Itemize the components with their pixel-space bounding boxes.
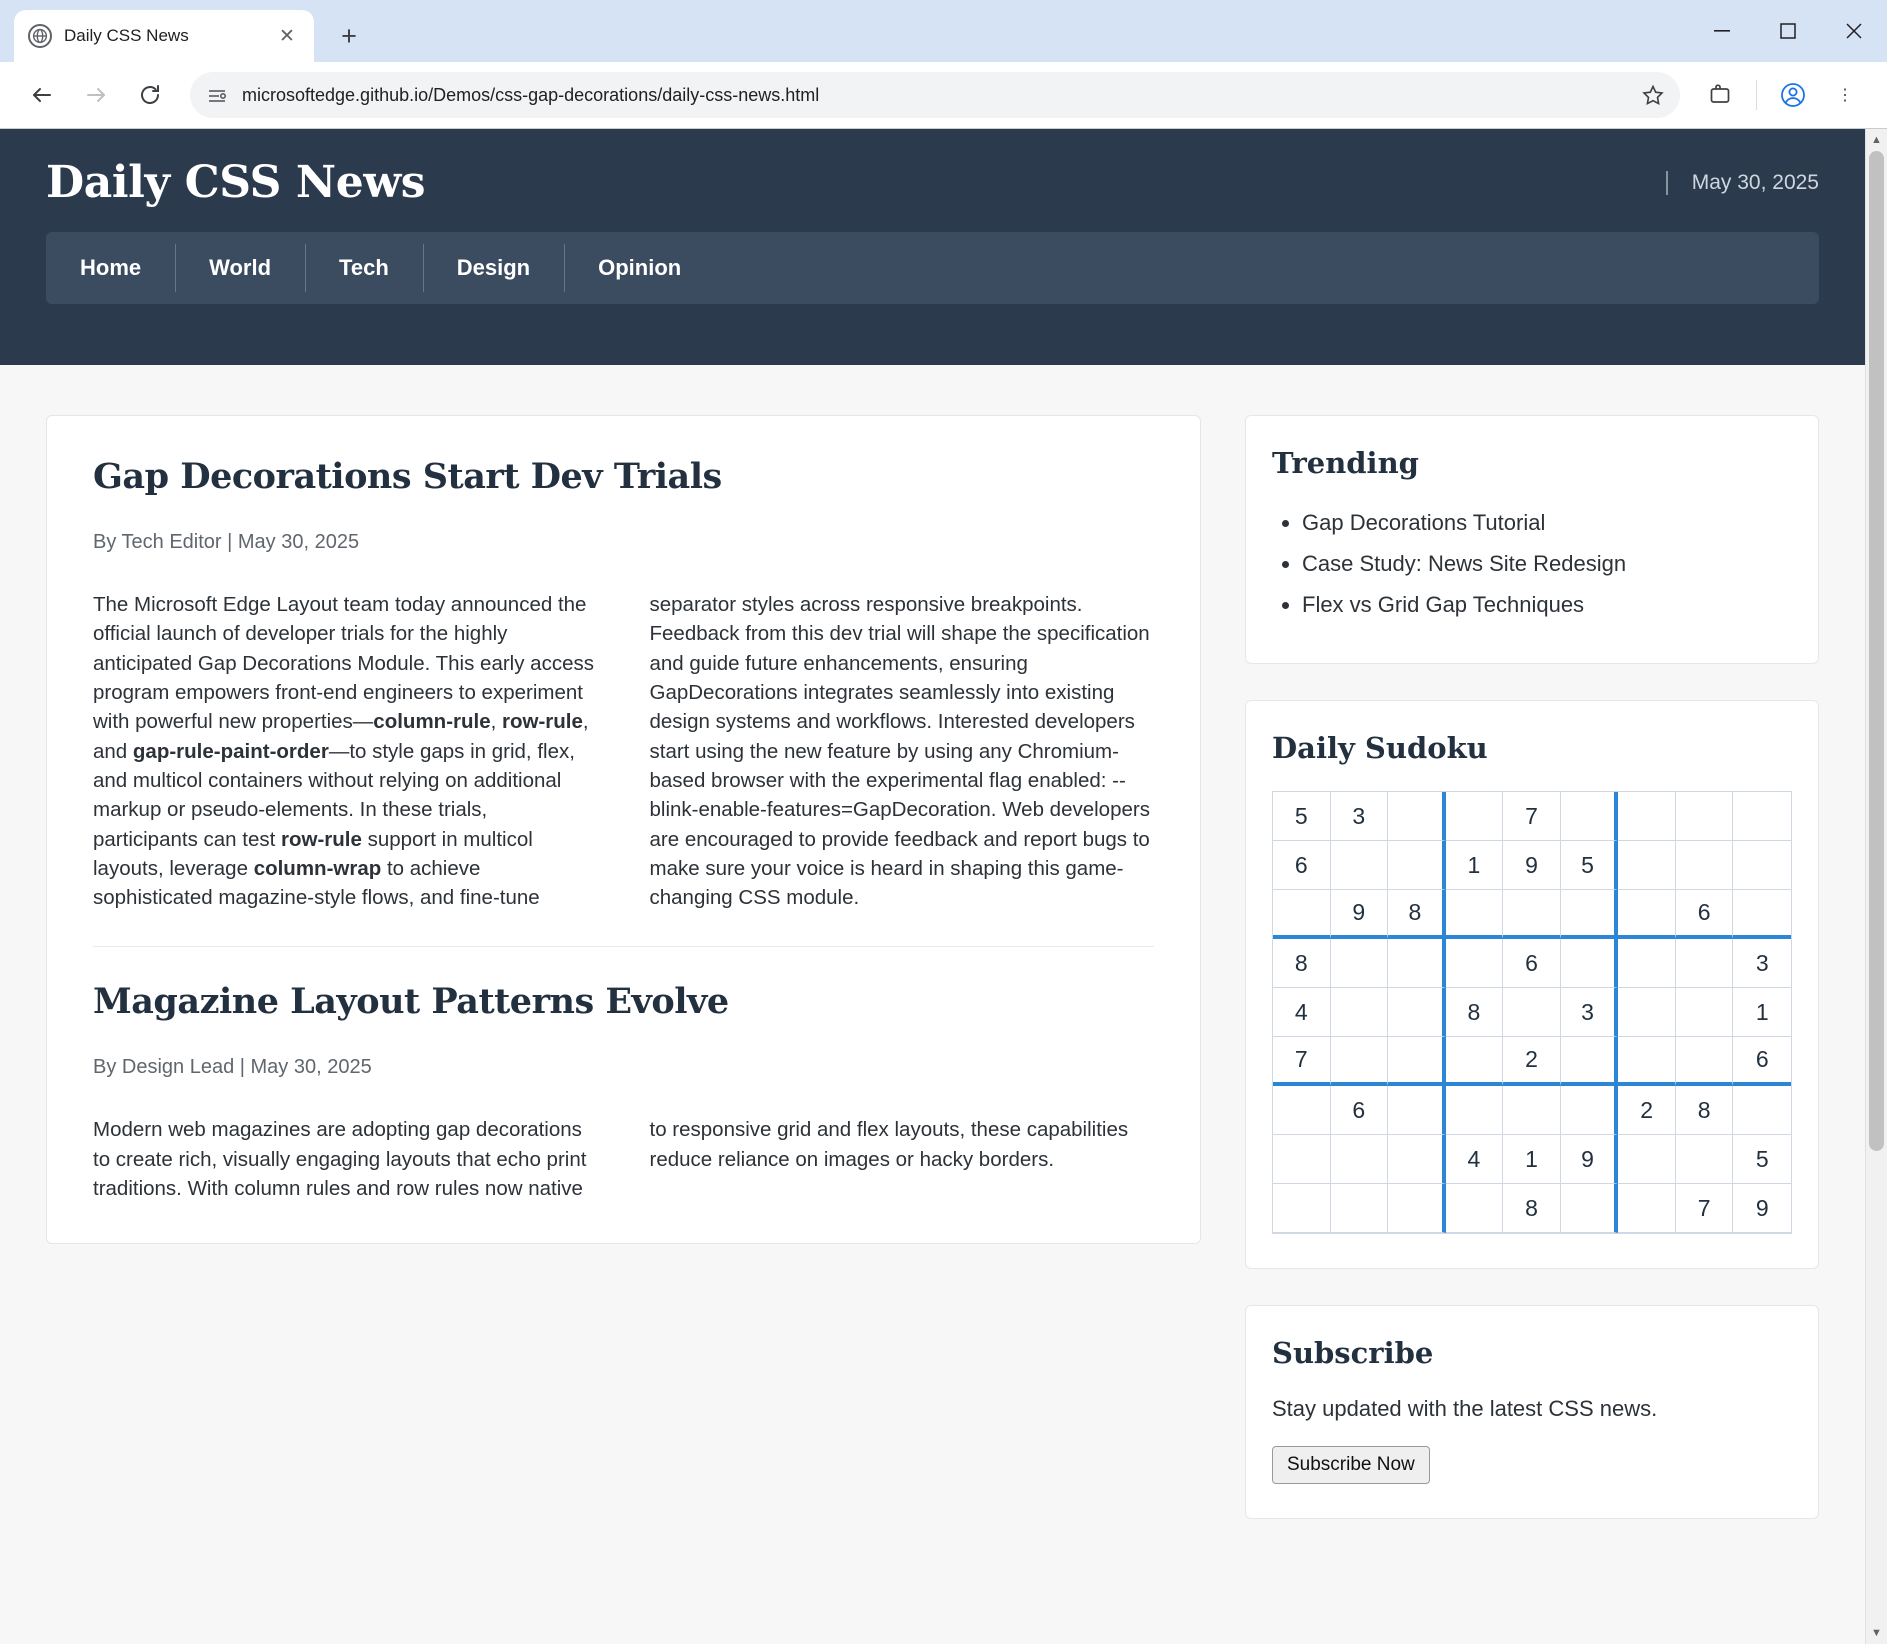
- sudoku-card: [1245, 700, 1819, 1269]
- address-bar[interactable]: [190, 72, 1680, 118]
- sudoku-cell[interactable]: 8: [1446, 988, 1504, 1037]
- sidebar: [1245, 415, 1819, 1519]
- sudoku-cell[interactable]: [1733, 1086, 1791, 1135]
- sudoku-cell[interactable]: [1388, 841, 1446, 890]
- sudoku-cell[interactable]: [1388, 988, 1446, 1037]
- sudoku-cell[interactable]: [1676, 841, 1734, 890]
- sudoku-cell[interactable]: [1388, 792, 1446, 841]
- sudoku-cell[interactable]: 7: [1676, 1184, 1734, 1233]
- sudoku-cell[interactable]: 8: [1503, 1184, 1561, 1233]
- sudoku-cell[interactable]: 4: [1273, 988, 1331, 1037]
- trending-card: [1245, 415, 1819, 664]
- sudoku-cell[interactable]: [1446, 1037, 1504, 1086]
- sudoku-cell[interactable]: [1676, 1037, 1734, 1086]
- reload-icon[interactable]: [126, 71, 174, 119]
- article-byline: By Design Lead | May 30, 2025: [93, 1056, 372, 1079]
- sudoku-cell[interactable]: [1273, 1135, 1331, 1184]
- sudoku-cell[interactable]: 5: [1273, 792, 1331, 841]
- sudoku-cell[interactable]: 6: [1733, 1037, 1791, 1086]
- page-scrollbar[interactable]: [1865, 129, 1887, 1644]
- sudoku-cell[interactable]: 1: [1733, 988, 1791, 1037]
- nav-item-design[interactable]: Design: [423, 232, 564, 304]
- sudoku-cell[interactable]: 6: [1331, 1086, 1389, 1135]
- sudoku-cell[interactable]: 9: [1331, 890, 1389, 939]
- new-tab-button[interactable]: +: [341, 20, 357, 51]
- nav-item-home[interactable]: Home: [80, 255, 142, 280]
- list-item[interactable]: • Gap Decorations Tutorial: [1302, 506, 1792, 539]
- sudoku-cell[interactable]: [1561, 1037, 1619, 1086]
- sudoku-cell[interactable]: 9: [1503, 841, 1561, 890]
- site-title: Daily CSS News: [46, 157, 426, 208]
- scroll-up-icon[interactable]: ▲: [1871, 134, 1882, 146]
- sudoku-cell[interactable]: [1618, 1135, 1676, 1184]
- sudoku-grid[interactable]: [1272, 791, 1792, 1234]
- scrollbar-thumb[interactable]: [1869, 151, 1884, 1151]
- sudoku-cell[interactable]: [1503, 988, 1561, 1037]
- browser-menu-icon[interactable]: ⋮: [1837, 87, 1853, 104]
- tab-close-icon[interactable]: ✕: [279, 25, 295, 47]
- sudoku-cell[interactable]: 6: [1273, 841, 1331, 890]
- sudoku-cell[interactable]: [1503, 890, 1561, 939]
- sudoku-cell[interactable]: 8: [1273, 939, 1331, 988]
- site-header: [0, 129, 1865, 365]
- sudoku-cell[interactable]: 5: [1733, 1135, 1791, 1184]
- sudoku-cell[interactable]: [1676, 792, 1734, 841]
- maximize-button[interactable]: [1755, 0, 1821, 62]
- article-body: [93, 1115, 1154, 1203]
- sudoku-cell[interactable]: [1676, 939, 1734, 988]
- toolbar-right: [1696, 71, 1869, 119]
- sudoku-cell[interactable]: [1331, 1184, 1389, 1233]
- sudoku-cell[interactable]: [1733, 841, 1791, 890]
- sudoku-cell[interactable]: 2: [1503, 1037, 1561, 1086]
- url-text: microsoftedge.github.io/Demos/css-gap-decorations/daily-css-news.html: [242, 84, 820, 105]
- sudoku-cell[interactable]: [1388, 939, 1446, 988]
- profile-icon[interactable]: [1769, 71, 1817, 119]
- sudoku-cell[interactable]: [1446, 890, 1504, 939]
- sudoku-cell[interactable]: [1618, 1184, 1676, 1233]
- masthead: [46, 157, 1819, 232]
- sudoku-cell[interactable]: 7: [1503, 792, 1561, 841]
- sudoku-cell[interactable]: 2: [1618, 1086, 1676, 1135]
- sudoku-cell[interactable]: 4: [1446, 1135, 1504, 1184]
- sudoku-cell[interactable]: 8: [1388, 890, 1446, 939]
- sudoku-cell[interactable]: [1561, 1086, 1619, 1135]
- list-item[interactable]: • Case Study: News Site Redesign: [1302, 547, 1792, 580]
- trending-list: [1272, 506, 1792, 621]
- globe-icon: [28, 24, 52, 48]
- article-body: [93, 590, 1154, 912]
- main-content: [0, 365, 1865, 1519]
- sudoku-cell[interactable]: [1446, 1086, 1504, 1135]
- sudoku-cell[interactable]: 9: [1561, 1135, 1619, 1184]
- sudoku-cell[interactable]: 1: [1503, 1135, 1561, 1184]
- sudoku-cell[interactable]: [1273, 1086, 1331, 1135]
- sudoku-cell[interactable]: [1618, 1037, 1676, 1086]
- sudoku-cell[interactable]: [1676, 1135, 1734, 1184]
- extensions-icon[interactable]: [1696, 71, 1744, 119]
- bookmark-star-icon[interactable]: [1642, 84, 1664, 106]
- nav-item-opinion[interactable]: Opinion: [564, 232, 715, 304]
- site-date: May 30, 2025: [1666, 171, 1819, 195]
- browser-tab[interactable]: [14, 10, 314, 62]
- scroll-down-icon[interactable]: ▼: [1871, 1627, 1882, 1639]
- trending-title: Trending: [1272, 446, 1419, 480]
- sudoku-cell[interactable]: 3: [1561, 988, 1619, 1037]
- sudoku-cell[interactable]: 3: [1733, 939, 1791, 988]
- sudoku-cell[interactable]: [1273, 1184, 1331, 1233]
- web-page: [0, 129, 1865, 1644]
- sudoku-cell[interactable]: [1618, 841, 1676, 890]
- article-byline: By Tech Editor | May 30, 2025: [93, 531, 360, 553]
- window-controls: [1689, 0, 1887, 62]
- sudoku-cell[interactable]: [1733, 890, 1791, 939]
- article-title: Magazine Layout Patterns Evolve: [93, 981, 729, 1023]
- sudoku-cell[interactable]: [1618, 792, 1676, 841]
- sudoku-cell[interactable]: 6: [1503, 939, 1561, 988]
- sudoku-cell[interactable]: [1273, 890, 1331, 939]
- sudoku-cell[interactable]: [1331, 841, 1389, 890]
- toolbar-divider: [1756, 80, 1757, 110]
- site-nav: [46, 232, 1819, 304]
- sudoku-cell[interactable]: [1388, 1086, 1446, 1135]
- subscribe-title: Subscribe: [1272, 1336, 1434, 1370]
- sudoku-cell[interactable]: [1388, 1037, 1446, 1086]
- sudoku-cell[interactable]: 9: [1733, 1184, 1791, 1233]
- sudoku-cell[interactable]: [1618, 939, 1676, 988]
- sudoku-cell[interactable]: [1331, 1037, 1389, 1086]
- sudoku-cell[interactable]: [1446, 792, 1504, 841]
- tab-title: Daily CSS News: [64, 26, 189, 45]
- list-item[interactable]: • Flex vs Grid Gap Techniques: [1302, 588, 1792, 621]
- avatar: [1776, 78, 1810, 112]
- sudoku-cell[interactable]: 5: [1561, 841, 1619, 890]
- sudoku-cell[interactable]: [1503, 1086, 1561, 1135]
- article-column: [46, 415, 1201, 1244]
- article-body-text: Modern web magazines are adopting gap decorations to create rich, visually engaging layouts that echo print traditions. With column rules and row rules now native to responsive grid and flex layouts, these capabilities reduce reliance on images or hacky borders.: [93, 1118, 1129, 1201]
- minimize-button[interactable]: [1689, 0, 1755, 62]
- sudoku-cell[interactable]: [1733, 792, 1791, 841]
- article: [93, 456, 1154, 912]
- sudoku-cell[interactable]: [1561, 890, 1619, 939]
- sudoku-cell[interactable]: [1446, 1184, 1504, 1233]
- sudoku-cell[interactable]: 1: [1446, 841, 1504, 890]
- sudoku-cell[interactable]: 7: [1273, 1037, 1331, 1086]
- browser-toolbar: [0, 62, 1887, 128]
- forward-icon[interactable]: [72, 71, 120, 119]
- sudoku-cell[interactable]: 8: [1676, 1086, 1734, 1135]
- nav-item-world[interactable]: World: [175, 232, 305, 304]
- sudoku-cell[interactable]: [1331, 1135, 1389, 1184]
- nav-item-tech[interactable]: Tech: [305, 232, 423, 304]
- sudoku-cell[interactable]: 3: [1331, 792, 1389, 841]
- article-body-text: The Microsoft Edge Layout team today announced the official launch of developer trials for the highly anticipated Gap Decorations Module. This early access program empowers front-end engineers to experiment with powerful new properties—column-rule, row-rule, and gap-rule-paint-order—to style gaps in grid, flex, and multicol containers without relying on additional markup or pseudo-elements. In these trials, participants can test row-rule support in multicol layouts, leverage column-wrap to achieve sophisticated magazine-style flows, and fine-tune separator styles across responsive breakpoints. Feedback from this dev trial will shape the specification and guide future enhancements, ensuring GapDecorations integrates seamlessly into existing design systems and workflows. Interested developers start using the new feature by using any Chromium-based browser with the experimental flag enabled: --blink-enable-features=GapDecoration. Web developers are encouraged to provide feedback and report bugs to make sure your voice is heard in shaping this game-changing CSS module.: [93, 593, 1150, 910]
- sudoku-cell[interactable]: [1331, 939, 1389, 988]
- window-close-button[interactable]: [1821, 0, 1887, 62]
- article-title: Gap Decorations Start Dev Trials: [93, 456, 722, 497]
- sudoku-title: Daily Sudoku: [1272, 731, 1488, 765]
- tab-strip: [0, 0, 1887, 62]
- page-viewport: [0, 128, 1887, 1644]
- subscribe-card: [1245, 1305, 1819, 1519]
- site-info-icon[interactable]: [206, 84, 228, 106]
- sudoku-cell[interactable]: [1446, 939, 1504, 988]
- subscribe-button[interactable]: Subscribe Now: [1272, 1446, 1430, 1484]
- sudoku-cell[interactable]: [1388, 1135, 1446, 1184]
- sudoku-cell[interactable]: [1618, 890, 1676, 939]
- sudoku-cell[interactable]: [1618, 988, 1676, 1037]
- sudoku-cell[interactable]: [1561, 792, 1619, 841]
- subscribe-text: Stay updated with the latest CSS news.: [1272, 1396, 1658, 1421]
- sudoku-cell[interactable]: [1561, 939, 1619, 988]
- sudoku-cell[interactable]: [1331, 988, 1389, 1037]
- back-icon[interactable]: [18, 71, 66, 119]
- sudoku-cell[interactable]: [1388, 1184, 1446, 1233]
- sudoku-cell[interactable]: 6: [1676, 890, 1734, 939]
- sudoku-cell[interactable]: [1676, 988, 1734, 1037]
- article: [93, 946, 1154, 1203]
- sudoku-cell[interactable]: [1561, 1184, 1619, 1233]
